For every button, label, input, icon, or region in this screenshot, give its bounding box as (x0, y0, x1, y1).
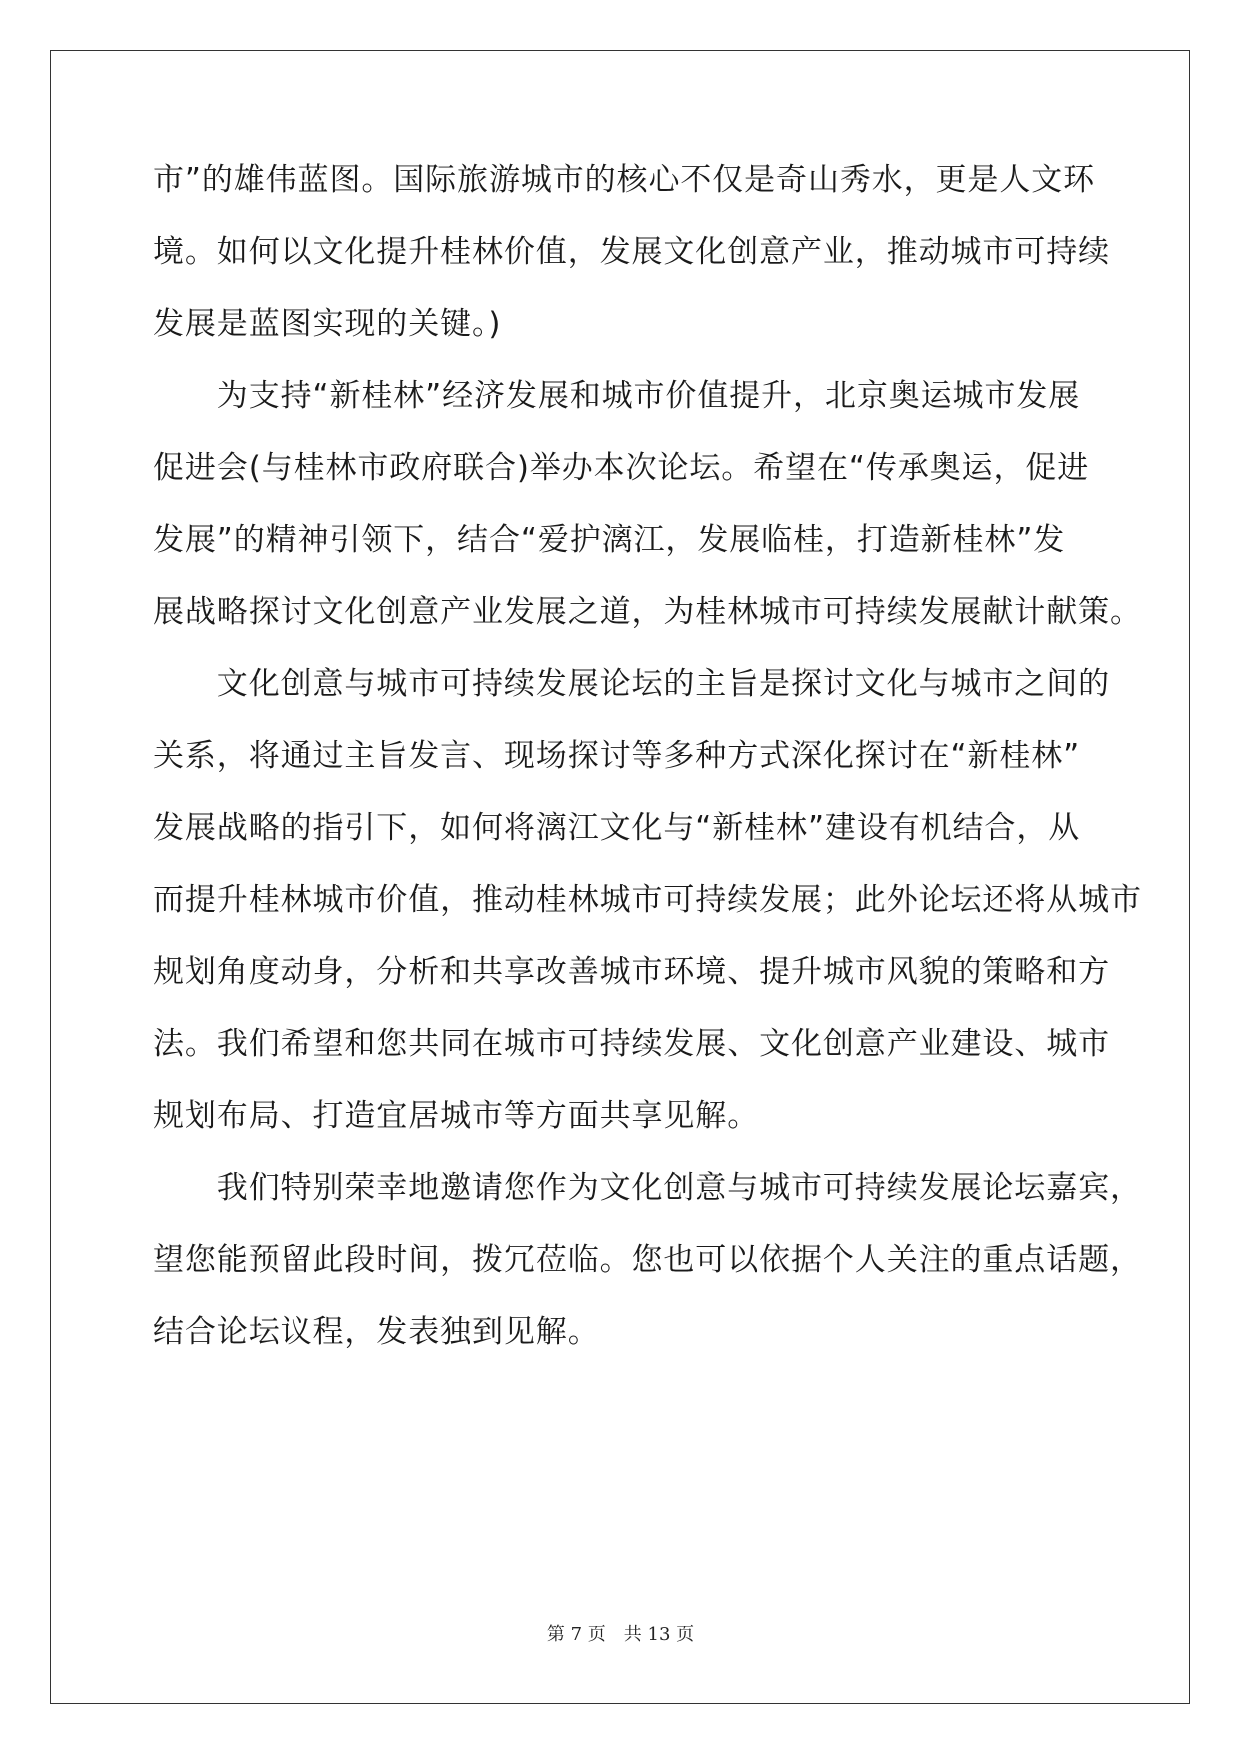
text-line: 发展是蓝图实现的关键。) (153, 306, 502, 342)
text-line: 望您能预留此段时间，拨冗莅临。您也可以依据个人关注的重点话题， (153, 1242, 1142, 1278)
text-line: 结合论坛议程，发表独到见解。 (153, 1314, 600, 1350)
text-line: 促进会(与桂林市政府联合)举办本次论坛。希望在“传承奥运，促进 (153, 450, 1090, 486)
text-line: 文化创意与城市可持续发展论坛的主旨是探讨文化与城市之间的 (153, 666, 1110, 702)
text-line: 展战略探讨文化创意产业发展之道，为桂林城市可持续发展献计献策。 (153, 594, 1142, 630)
page-number-label: 第 7 页 共 13 页 (546, 1624, 695, 1645)
page-footer (0, 1624, 1241, 1646)
text-line: 市”的雄伟蓝图。国际旅游城市的核心不仅是奇山秀水，更是人文环 (153, 162, 1096, 198)
text-line: 而提升桂林城市价值，推动桂林城市可持续发展；此外论坛还将从城市 (153, 882, 1142, 918)
text-line: 发展”的精神引领下，结合“爱护漓江，发展临桂，打造新桂林”发 (153, 522, 1066, 558)
text-line: 发展战略的指引下，如何将漓江文化与“新桂林”建设有机结合，从 (153, 810, 1081, 846)
text-line: 关系，将通过主旨发言、现场探讨等多种方式深化探讨在“新桂林” (153, 738, 1081, 774)
text-line: 境。如何以文化提升桂林价值，发展文化创意产业，推动城市可持续 (153, 234, 1110, 270)
text-line: 法。我们希望和您共同在城市可持续发展、文化创意产业建设、城市 (153, 1026, 1110, 1062)
text-line: 我们特别荣幸地邀请您作为文化创意与城市可持续发展论坛嘉宾， (153, 1170, 1142, 1206)
text-line: 为支持“新桂林”经济发展和城市价值提升，北京奥运城市发展 (153, 378, 1081, 414)
page-border (50, 50, 1190, 1704)
text-line: 规划角度动身，分析和共享改善城市环境、提升城市风貌的策略和方 (153, 954, 1110, 990)
text-line: 规划布局、打造宜居城市等方面共享见解。 (153, 1098, 760, 1134)
